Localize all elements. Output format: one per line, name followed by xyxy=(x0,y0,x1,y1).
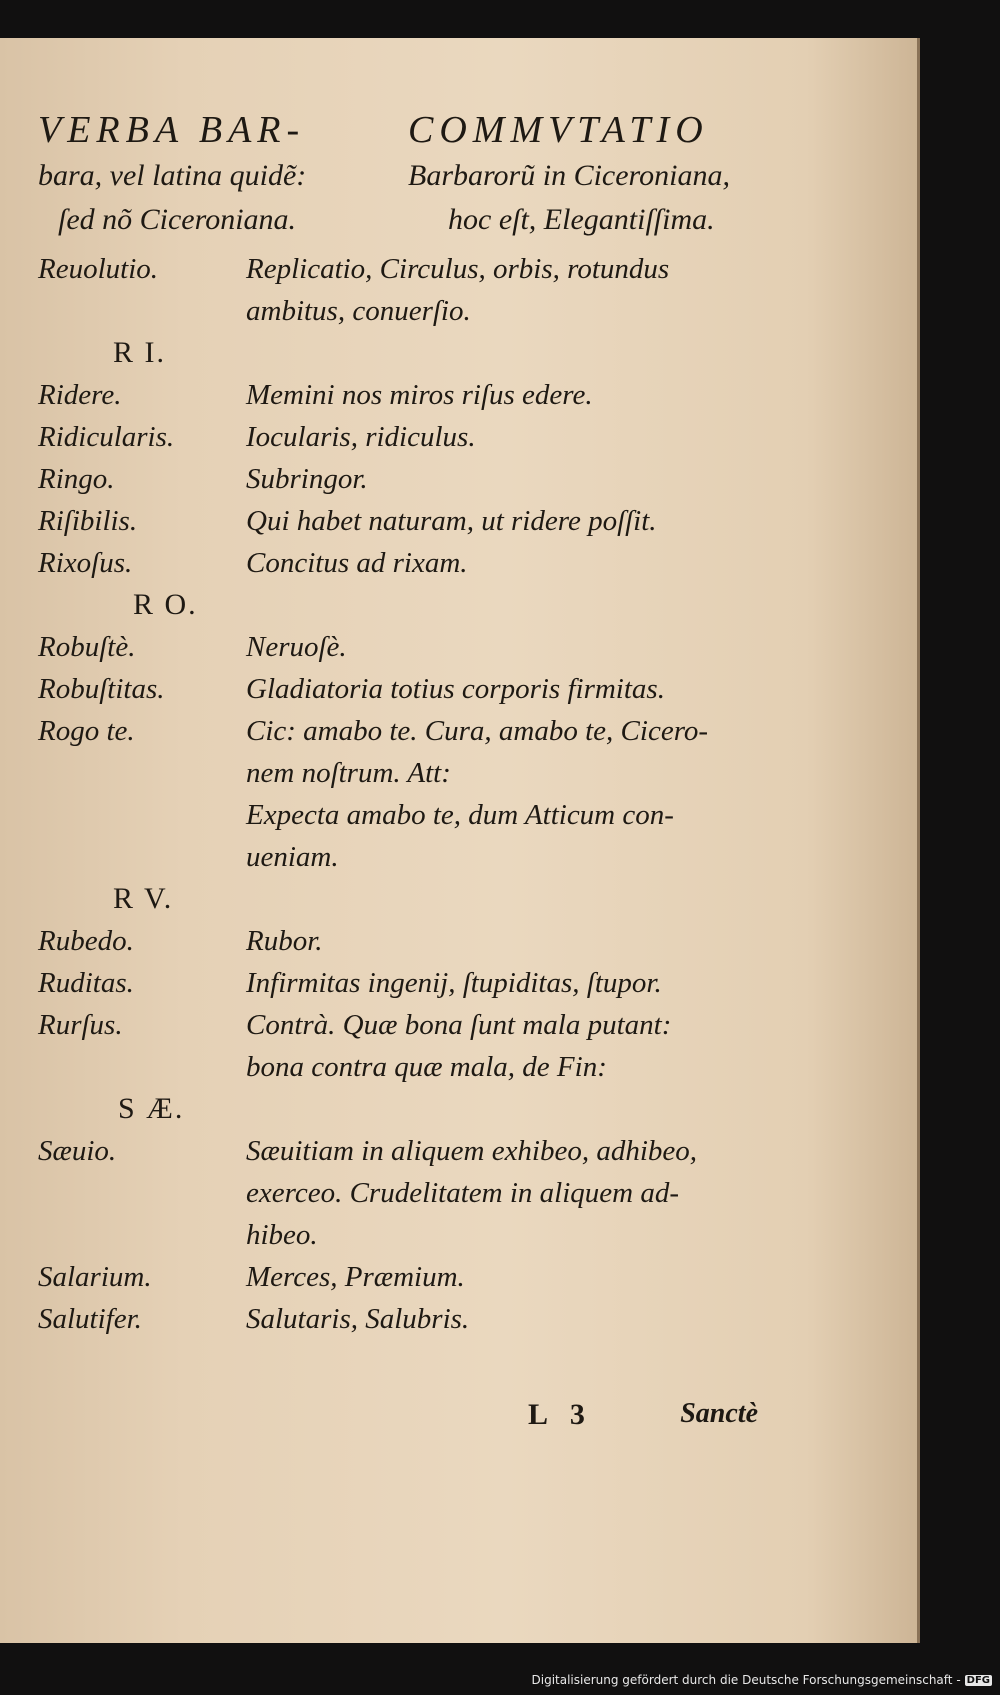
definition-line: exerceo. Crudelitatem in aliquem ad- xyxy=(246,1177,680,1209)
entry-definition xyxy=(246,1256,758,1298)
entry-term: Robuſtitas. xyxy=(38,673,165,705)
entry-term: Ridere. xyxy=(38,379,122,411)
header-left-line: bara, vel latina quidẽ: xyxy=(38,159,307,192)
glossary-entry xyxy=(38,626,758,668)
entry-term: Rubedo. xyxy=(38,925,134,957)
definition-line: ueniam. xyxy=(246,841,339,873)
definition-line: Contrà. Quæ bona ſunt mala putant: xyxy=(246,1009,672,1041)
definition-line: nem noſtrum. Att: xyxy=(246,757,451,789)
entry-term: Salutifer. xyxy=(38,1303,142,1335)
definition-line: Cic: amabo te. Cura, amabo te, Cicero- xyxy=(246,715,709,747)
glossary-entry xyxy=(38,1004,758,1088)
glossary-entry xyxy=(38,500,758,542)
entry-definition xyxy=(246,626,758,668)
section-heading: S Æ. xyxy=(118,1092,185,1125)
header-right-line: hoc eſt, Elegantiſſima. xyxy=(448,203,715,236)
entry-term: Robuſtè. xyxy=(38,631,136,663)
section-heading: R V. xyxy=(113,882,174,915)
definition-line: Expecta amabo te, dum Atticum con- xyxy=(246,799,674,831)
running-header xyxy=(38,106,758,242)
glossary-entry xyxy=(38,1130,758,1256)
entry-term: Ruditas. xyxy=(38,967,134,999)
entry-definition xyxy=(246,962,758,1004)
digitization-credit xyxy=(532,1673,993,1687)
entry-definition xyxy=(246,458,758,500)
entry-definition xyxy=(246,374,758,416)
glossary-entry xyxy=(38,1298,758,1340)
entry-term: Salarium. xyxy=(38,1261,152,1293)
glossary-entry xyxy=(38,920,758,962)
entry-definition xyxy=(246,668,758,710)
book-page xyxy=(0,38,920,1643)
dfg-logo: DFG xyxy=(966,1674,990,1686)
definition-line: Merces, Præmium. xyxy=(246,1261,465,1293)
entry-term: Sæuio. xyxy=(38,1135,117,1167)
glossary-entry xyxy=(38,416,758,458)
entry-term: Ringo. xyxy=(38,463,115,495)
header-right-line: Barbarorũ in Ciceroniana, xyxy=(408,159,730,192)
definition-line: Subringor. xyxy=(246,463,368,495)
catchword: Sanctè xyxy=(680,1398,758,1429)
definition-line: Qui habet naturam, ut ridere poſſit. xyxy=(246,505,657,537)
entry-term: Ridicularis. xyxy=(38,421,175,453)
page-footer xyxy=(528,1398,758,1432)
header-right xyxy=(378,106,758,242)
header-left-line: VERBA BAR- xyxy=(38,109,306,151)
entry-definition xyxy=(246,710,758,878)
glossary-entry xyxy=(38,458,758,500)
section-heading: R O. xyxy=(133,588,198,621)
definition-line: Rubor. xyxy=(246,925,323,957)
definition-line: Replicatio, Circulus, orbis, rotundus xyxy=(246,253,670,285)
entry-definition xyxy=(246,416,758,458)
definition-line: bona contra quæ mala, de Fin: xyxy=(246,1051,607,1083)
entry-term: Riſibilis. xyxy=(38,505,138,537)
glossary-entry xyxy=(38,710,758,878)
glossary-entry xyxy=(38,542,758,584)
definition-line: Memini nos miros riſus edere. xyxy=(246,379,593,411)
entry-term: Rurſus. xyxy=(38,1009,123,1041)
entry-definition xyxy=(246,248,758,332)
entry-term: Rogo te. xyxy=(38,715,135,747)
glossary-entry xyxy=(38,374,758,416)
entry-definition xyxy=(246,1004,758,1088)
glossary-entry xyxy=(38,668,758,710)
entry-term: Rixoſus. xyxy=(38,547,133,579)
glossary-entries xyxy=(38,248,758,1340)
glossary-entry xyxy=(38,962,758,1004)
definition-line: Iocularis, ridiculus. xyxy=(246,421,476,453)
definition-line: Concitus ad rixam. xyxy=(246,547,468,579)
section-heading: R I. xyxy=(113,336,166,369)
definition-line: Sæuitiam in aliquem exhibeo, adhibeo, xyxy=(246,1135,698,1167)
entry-definition xyxy=(246,500,758,542)
definition-line: hibeo. xyxy=(246,1219,318,1251)
signature-mark: L 3 xyxy=(528,1398,593,1431)
definition-line: Salutaris, Salubris. xyxy=(246,1303,470,1335)
definition-line: Infirmitas ingenij, ſtupiditas, ſtupor. xyxy=(246,967,662,999)
definition-line: ambitus, conuerſio. xyxy=(246,295,471,327)
text-block xyxy=(38,106,758,1340)
definition-line: Gladiatoria totius corporis firmitas. xyxy=(246,673,665,705)
header-left-line: ſed nõ Ciceroniana. xyxy=(58,203,297,236)
header-left xyxy=(38,106,378,242)
entry-definition xyxy=(246,920,758,962)
header-right-line: COMMVTATIO xyxy=(408,109,709,151)
glossary-entry xyxy=(38,1256,758,1298)
entry-definition xyxy=(246,1298,758,1340)
credit-text: Digitalisierung gefördert durch die Deutsche Forschungsgemeinschaft - xyxy=(531,1673,961,1687)
entry-definition xyxy=(246,542,758,584)
entry-definition xyxy=(246,1130,758,1256)
entry-term: Reuolutio. xyxy=(38,253,159,285)
definition-line: Neruoſè. xyxy=(246,631,347,663)
glossary-entry xyxy=(38,248,758,332)
